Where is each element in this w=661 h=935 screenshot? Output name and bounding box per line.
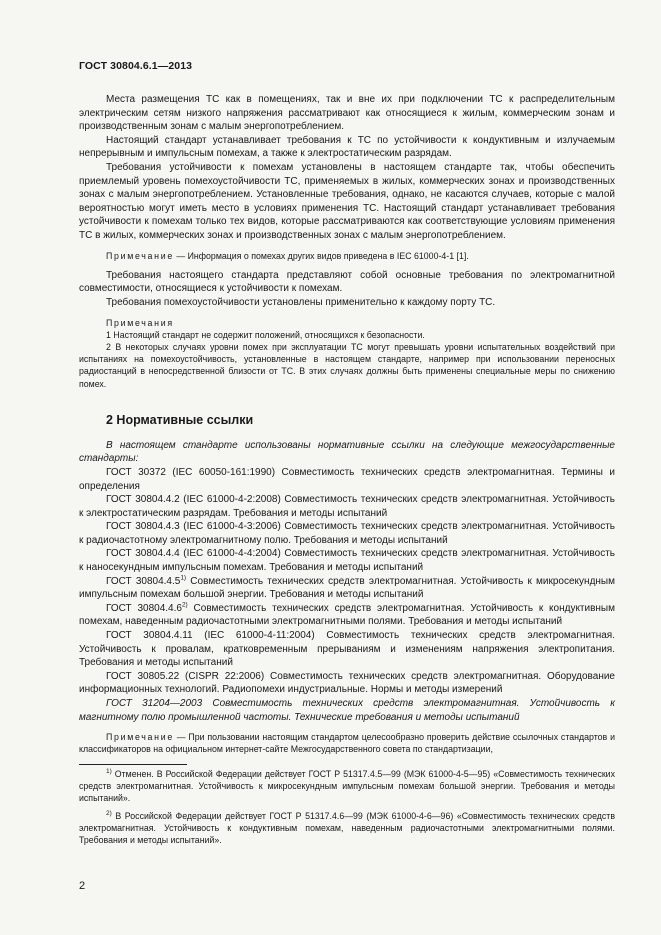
paragraph: Требования устойчивости к помехам установлены в настоящем стандарте так, чтобы обеспечить приемлемый уровень помехоустойчивости ТС, применяемых в жилых, коммерческих зонах и производственных зонах с малым энергопотреблением. Установленные требования, однако, не касаются случаев, которые с малой вероятностью могут иметь место в условиях применения ТС. Настоящий стандарт устанавливает требования устойчивости к помехам только тех видов, которые рассматриваются как соответствующие условиям применения ТС в жилых, коммерческих зонах и производственных зонах с малым энергопотреблением.	[79, 161, 615, 241]
reference-item	[79, 629, 615, 670]
reference-code: ГОСТ 30804.4.4 (IEC 61000-4-4:2004)	[106, 548, 281, 560]
reference-item	[79, 547, 615, 574]
footnotes	[79, 768, 615, 851]
reference-item	[79, 493, 615, 520]
note-item: 2 В некоторых случаях уровни помех при эксплуатации ТС могут превышать уровни испытательных воздействий при испытаниях на помехоустойчивость, установленные в настоящем стандарте, например при использовании переносных радиостанций в непосредственной близости от ТС. В этих случаях должны быть применены специальные меры по снижению помех.	[79, 341, 615, 389]
reference-code: ГОСТ 30372 (IEC 60050-161:1990)	[106, 466, 276, 478]
footnote	[79, 810, 615, 847]
notes-label: Примечания	[106, 317, 174, 328]
reference-title: Совместимость технических средств электромагнитная. Устойчивость к радиочастотному электромагнитному полю. Требования и методы испытаний	[79, 521, 615, 546]
reference-title: Совместимость технических средств электромагнитная. Устойчивость к кондуктивным помехам, наведенным радиочастотными электромагнитными полями. Требования и методы испытаний	[79, 602, 615, 628]
footnote	[79, 768, 615, 805]
footnote-marker: 2)	[181, 601, 188, 609]
notes-heading	[79, 317, 615, 329]
reference-code: ГОСТ 30804.4.5	[106, 575, 181, 587]
paragraph: Места размещения ТС как в помещениях, так и вне их при подключении ТС к распределительным электрическим сетям низкого напряжения рассматривают как относящиеся к жилым, коммерческим зонам и производственным зонам с малым энергопотреблением.	[79, 94, 615, 133]
note-label: Примечание	[106, 732, 174, 743]
section-lead: В настоящем стандарте использованы нормативные ссылки на следующие межгосударственные стандарты:	[79, 439, 615, 465]
note-dash: —	[173, 250, 188, 261]
paragraph: Настоящий стандарт устанавливает требования к ТС по устойчивости к кондуктивным и излучаемым непрерывным и импульсным помехам, а также к электростатическим разрядам.	[79, 134, 615, 160]
note-label: Примечание	[106, 250, 174, 261]
reference-code: ГОСТ 30804.4.3 (IEC 61000-4-3:2006)	[106, 521, 281, 533]
reference-code: ГОСТ 30804.4.11 (IEC 61000-4-11:2004)	[106, 630, 315, 642]
reference-list	[79, 466, 615, 697]
reference-code: ГОСТ 30805.22 (CISPR 22:2006)	[106, 670, 265, 682]
note-text: Информация о помехах других видов приведена в IEC 61000-4-1 [1].	[187, 250, 469, 261]
reference-item	[79, 602, 615, 629]
reference-code: ГОСТ 30804.4.2 (IEC 61000-4-2:2008)	[106, 494, 281, 506]
reference-code: ГОСТ 30804.4.6	[106, 602, 182, 614]
reference-item	[79, 670, 615, 697]
section-title: 2 Нормативные ссылки	[106, 412, 254, 427]
page-number: 2	[79, 880, 86, 892]
footnote-marker: 1)	[180, 574, 187, 582]
note-dash: —	[173, 732, 189, 743]
document-header: ГОСТ 30804.6.1—2013	[79, 60, 193, 72]
reference-item: ГОСТ 31204—2003 Совместимость технических средств электромагнитная. Устойчивость к магнитному полю промышленной частоты. Технические требования и методы испытаний	[79, 698, 615, 723]
reference-title: Совместимость технических средств электромагнитная. Термины и определения	[79, 466, 615, 492]
footnote-text: В Российской Федерации действует ГОСТ Р 51317.4.6—99 (МЭК 61000-4-6—96) «Совместимость технических средств электромагнитная. Устойчивость к кондуктивным помехам, наведенным радиочастотными электромагнитными полями. Требования и методы испытаний».	[79, 810, 615, 846]
reference-item	[79, 466, 615, 493]
reference-title: Совместимость технических средств электромагнитная. Устойчивость к провалам, кратковременным прерываниям и изменениям напряжения электропитания. Требования и методы испытаний	[79, 630, 615, 669]
reference-title: Совместимость технических средств электромагнитная. Устойчивость к микросекундным импульсным помехам большой энергии. Требования и методы испытаний	[79, 575, 615, 601]
reference-title: Совместимость технических средств электромагнитная. Оборудование информационных технологий. Радиопомехи индустриальные. Нормы и методы измерений	[79, 670, 615, 696]
paragraph: Требования помехоустойчивости установлены применительно к каждому порту ТС.	[106, 296, 496, 308]
note-text: При пользовании настоящим стандартом целесообразно проверить действие ссылочных стандартов и классификаторов на официальном интернет-сайте Межгосударственного совета по стандартизации,	[79, 732, 615, 755]
page-content	[79, 93, 615, 756]
reference-title: Совместимость технических средств электромагнитная. Устойчивость к наносекундным импульсным помехам. Требования и методы испытаний	[79, 548, 615, 574]
reference-item	[79, 575, 615, 602]
note-item: 1 Настоящий стандарт не содержит положений, относящихся к безопасности.	[106, 329, 425, 340]
footnote-marker: 2)	[106, 809, 112, 817]
footnote-marker: 1)	[106, 768, 112, 776]
footnote-text: Отменен. В Российской Федерации действует ГОСТ Р 51317.4.5—99 (МЭК 61000-4-5—95) «Совместимость технических средств электромагнитная. Устойчивость к микросекундным импульсным помехам большой энергии. Требования и методы испытаний».	[79, 769, 615, 804]
note	[79, 731, 615, 755]
note	[79, 250, 615, 262]
footnote-divider	[79, 764, 187, 765]
paragraph: Требования настоящего стандарта представляют собой основные требования по электромагнитной совместимости, относящиеся к устойчивости к помехам.	[79, 269, 615, 295]
reference-item	[79, 520, 615, 547]
reference-title: Совместимость технических средств электромагнитная. Устойчивость к электростатическим разрядам. Требования и методы испытаний	[79, 494, 615, 519]
